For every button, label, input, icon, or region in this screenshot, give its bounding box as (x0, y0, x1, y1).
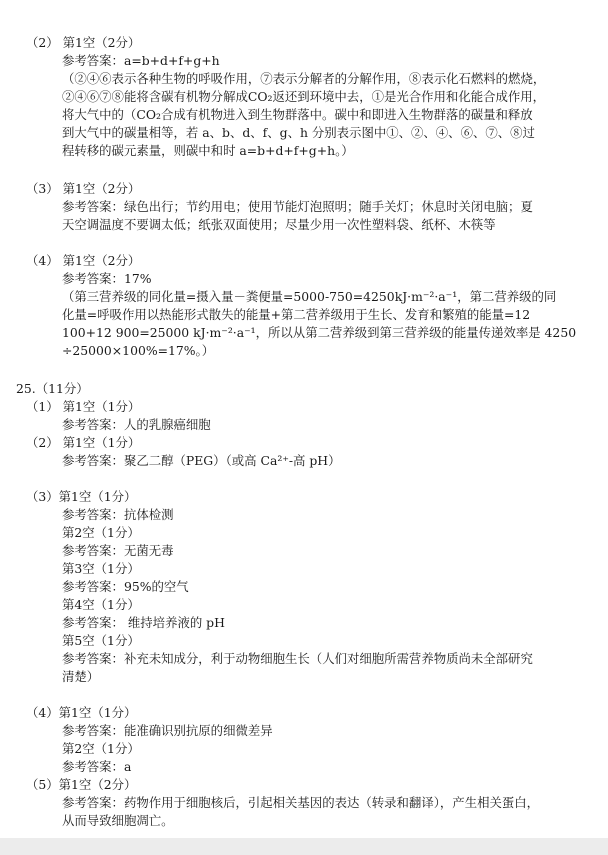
q25-p4-answer-2: 参考答案：a (62, 759, 132, 774)
s4-explanation-line: 化量=呼吸作用以热能形式散失的能量+第二营养级用于生长、发育和繁殖的能量=12 (62, 307, 531, 322)
q25-p4-heading: （4）第1空（1分） (26, 705, 137, 720)
s2-explanation-line: 到大气中的碳量相等，若 a、b、d、f、g、h 分别表示图中①、②、④、⑥、⑦、⑧过 (62, 125, 535, 140)
q25-p4-answer-1: 参考答案：能准确识别抗原的细微差异 (62, 723, 273, 738)
q25-p3-heading-3: 第3空（1分） (62, 561, 140, 576)
q25-p3-heading-4: 第4空（1分） (62, 597, 140, 612)
s4-answer: 参考答案：17% (62, 271, 152, 286)
q25-p5-heading: （5）第1空（2分） (26, 777, 137, 792)
s2-explanation-line: 程转移的碳元素量，则碳中和时 a=b+d+f+g+h。） (62, 143, 354, 158)
q25-p5-answer-line: 从而导致细胞凋亡。 (62, 813, 174, 828)
q25-p3-answer-3: 参考答案：95%的空气 (62, 579, 189, 594)
s3-heading: （3） 第1空（2分） (26, 181, 141, 196)
s2-explanation-line: 将大气中的（CO₂合成有机物进入到生物群落中。碳中和即进入生物群落的碳量和释放 (62, 107, 533, 122)
s4-explanation-line: ÷25000×100%=17%。） (62, 343, 215, 358)
q25-p4-heading-2: 第2空（1分） (62, 741, 140, 756)
q25-p3-answer-5-line: 清楚） (62, 669, 100, 684)
q25-p1-answer: 参考答案：人的乳腺癌细胞 (62, 417, 211, 432)
s2-heading: （2） 第1空（2分） (26, 35, 141, 50)
s4-explanation-line: （第三营养级的同化量=摄入量－粪便量=5000-750=4250kJ·m⁻²·a⁻¹，第二营养级的同 (62, 289, 557, 304)
q25-p1-heading: （1） 第1空（1分） (26, 399, 141, 414)
q25-p2-heading: （2） 第1空（1分） (26, 435, 141, 450)
q25-p5-answer-line: 参考答案：药物作用于细胞核后，引起相关基因的表达（转录和翻译），产生相关蛋白， (62, 795, 540, 810)
s4-explanation-line: 100+12 900=25000 kJ·m⁻²·a⁻¹，所以从第二营养级到第三营养级的能量传递效率是 4250 (62, 325, 577, 340)
s3-answer-line: 天空调温度不要调太低；纸张双面使用；尽量少用一次性塑料袋、纸杯、木筷等 (62, 217, 496, 232)
s2-explanation-line: （②④⑥表示各种生物的呼吸作用，⑦表示分解者的分解作用，⑧表示化石燃料的燃烧， (62, 71, 546, 86)
s2-explanation-line: ②④⑥⑦⑧能将含碳有机物分解成CO₂返还到环境中去，①是光合作用和化能合成作用， (62, 89, 546, 104)
page-bottom-edge (0, 838, 608, 855)
s3-answer-line: 参考答案：绿色出行；节约用电；使用节能灯泡照明；随手关灯；休息时关闭电脑；夏 (62, 199, 533, 214)
q25-p3-heading-5: 第5空（1分） (62, 633, 140, 648)
s2-answer: 参考答案：a=b+d+f+g+h (62, 53, 220, 68)
q25-p3-heading-2: 第2空（1分） (62, 525, 140, 540)
q25-p3-heading: （3）第1空（1分） (26, 489, 137, 504)
q25-title: 25.（11分） (16, 381, 89, 396)
q25-p2-answer: 参考答案：聚乙二醇（PEG）（或高 Ca²⁺-高 pH） (62, 453, 341, 468)
s4-heading: （4） 第1空（2分） (26, 253, 141, 268)
q25-p3-answer-5-line: 参考答案：补充未知成分，利于动物细胞生长（人们对细胞所需营养物质尚未全部研究 (62, 651, 533, 666)
q25-p3-answer-1: 参考答案：抗体检测 (62, 507, 174, 522)
q25-p3-answer-2: 参考答案：无菌无毒 (62, 543, 174, 558)
q25-p3-answer-4: 参考答案： 维持培养液的 pH (62, 615, 225, 630)
